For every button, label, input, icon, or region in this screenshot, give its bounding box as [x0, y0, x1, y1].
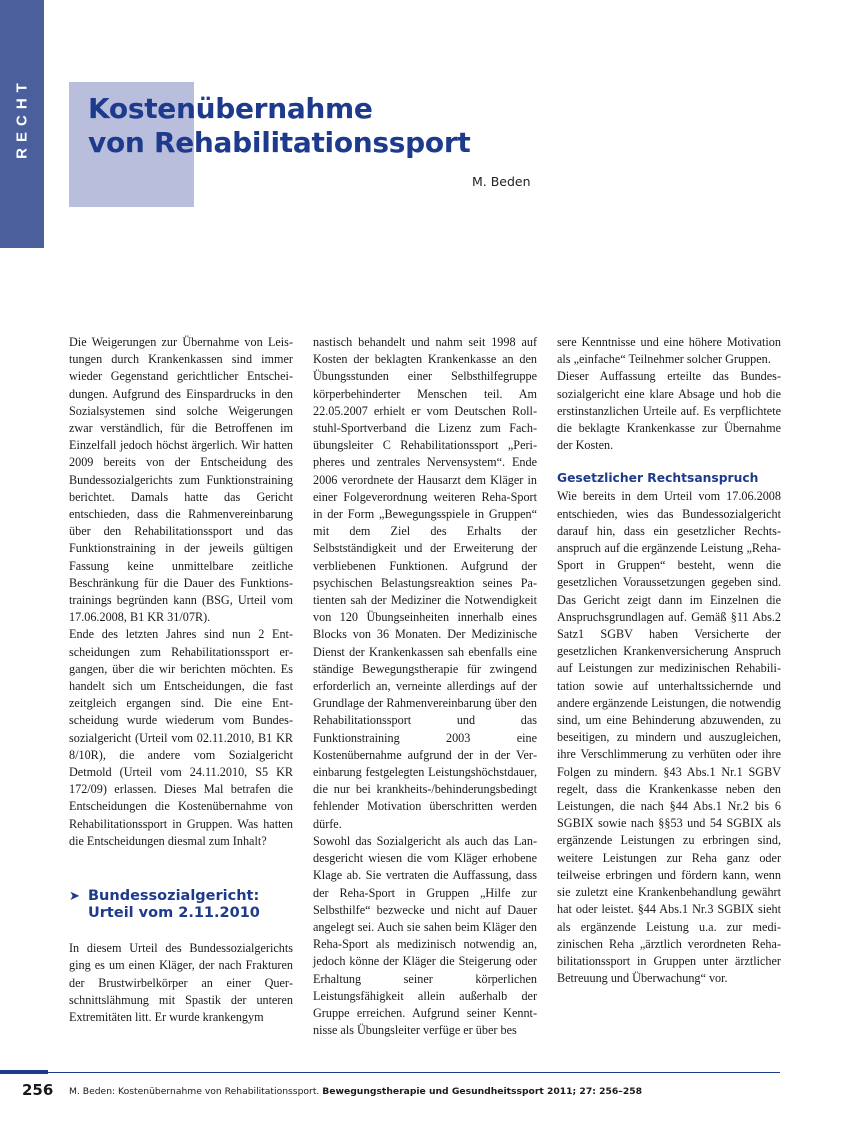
text-column-3 — [557, 334, 781, 987]
section-heading-text — [88, 888, 260, 922]
section-heading-rechtsanspruch: Gesetzlicher Rechtsanspruch — [557, 471, 759, 486]
text-column-2 — [313, 334, 537, 1039]
citation-journal: Bewegungstherapie und Gesundheitssport 2011; 27: 256–258 — [322, 1086, 643, 1097]
section-heading-line-1: Bundessozialgericht: — [88, 888, 260, 905]
paragraph: sere Kenntnisse und eine höhere Motivation als „einfache“ Teilnehmer solcher Gruppen. — [557, 335, 781, 367]
section-tab — [0, 0, 44, 248]
article-title-line-2: von Rehabilitationssport — [88, 126, 471, 159]
arrow-icon: ➤ — [69, 889, 80, 905]
paragraph: Ende des letzten Jahres sind nun 2 Entscheidungen zum Rehabilitationssport ergangen, über die wir berichten möchten. Es handelt sich um Entscheidungen, die fast zeitgleich ergangen sind. Die eine Entscheidung wurde wiederum vom Bundessozialgericht (Urteil vom 02.11.2010, B1 KR 8/10R), die andere vom Sozialgericht Detmold (Urteil vom 24.11.2010, S5 KR 172/09) erlassen. Dieses Mal betrafen die Entscheidungen die Kostenübernahme von Rehabilitationssport in Gruppen. Was hatten die Entscheidungen diesmal zum Inhalt? — [69, 627, 293, 848]
text-column-1 — [69, 334, 293, 1026]
article-title-line-1: Kostenübernahme — [88, 92, 373, 125]
paragraph: Dieser Auffassung erteilte das Bundessozialgericht eine klare Absage und hob die erstinstanzlichen Urteile auf. Es verpflichtete die beklagte Krankenkasse zur Übernahme der Kosten. — [557, 369, 781, 453]
citation-text: M. Beden: Kostenübernahme von Rehabilitationssport. — [69, 1086, 323, 1097]
footer-rule — [0, 1072, 780, 1073]
section-heading-bsg — [69, 888, 293, 922]
section-heading-line-2: Urteil vom 2.11.2010 — [88, 905, 260, 922]
footer-citation — [69, 1086, 642, 1097]
article-title — [88, 92, 470, 160]
author: M. Beden — [472, 174, 531, 189]
paragraph: Die Weigerungen zur Übernahme von Leistungen durch Krankenkassen sind immer wieder Gegenstand gerichtlicher Entscheidungen. Aufgrund des Einspardrucks in den Sozialsystemen sind solche Weigerungen zwar verständlich, für die Betroffenen im Einzelfall jedoch höchst ärgerlich. Wir hatten 2009 bereits von der Entscheidung des Bundessozialgerichts zum Funktionstraining berichtet. Damals hatte das Gericht entschieden, dass die Rahmenvereinbarung über den Rehabilitationssport und das Funktionstraining in der jeweils gültigen Fassung keine unmittelbare zeitliche Beschränkung für die Dauer des Funktionstrainings begründen kann (BSG, Urteil vom 17.06.2008, B1 KR 31/07R). — [69, 335, 293, 625]
paragraph: nastisch behandelt und nahm seit 1998 auf Kosten der beklagten Krankenkasse an den Übungsstunden einer Selbsthilfegruppe körperbehinderter Menschen teil. Am 22.05.2007 erhielt er vom Deutschen Rollstuhl-Sportverband die Lizenz zum Fachübungsleiter C Rehabilitationssport „Peripheres und zentrales Nervensystem“. Ende 2006 verordnete der Hausarzt dem Kläger in einer Folgeverordnung weiteren Reha-Sport in der Form „Bewegungsspiele in Gruppen“ mit dem Ziel des Erhalts der Selbstständigkeit und der Erweiterung der verbliebenen Funktionen. Aufgrund der psychischen Belastungsreaktion seines Patienten sah der Mediziner die Notwendigkeit von 120 Übungseinheiten innerhalb eines Blocks von 36 Monaten. Der Medizinische Dienst der Krankenkassen sah ebenfalls eine ständige Bewegungstherapie für zwingend erforderlich an, verneinte allerdings auf der Grundlage der Rahmenvereinbarung über den Rehabilitationssport und das Funktionstraining 2003 eine Kostenübernahme aufgrund der in der Vereinbarung festgelegten Leistungshöchstdauer, die nur bei krankheits-/behinderungsbedingt fehlender Motivation überschritten werden dürfe. — [313, 335, 537, 831]
paragraph: In diesem Urteil des Bundessozialgerichts ging es um einen Kläger, der nach Frakturen der Brustwirbelkörper an einer Querschnittslähmung mit Spastik der unteren Extremitäten litt. Er wurde krankengym — [69, 941, 293, 1024]
paragraph: Wie bereits in dem Urteil vom 17.06.2008 entschieden, wies das Bundessozialgericht darauf hin, dass ein gesetzlicher Rechtsanspruch auf die ergänzende Leistung „Reha-Sport in Gruppen“ besteht, wenn die gesetzlichen Voraussetzungen gegeben sind. Das Gericht zeigt dann im Einzelnen die Anspruchsgrundlagen auf. Gemäß §11 Abs.2 Satz1 SGBV haben Versicherte der gesetzlichen Krankenversicherung Anspruch auf Leistungen zur medizinischen Rehabilitation sowie auf unterhaltssichernde und andere ergänzende Leistungen, die notwendig sind, um eine Behinderung abzuwenden, zu beseitigen, zu mindern und auszugleichen, ihre Verschlimmerung zu verhüten oder ihre Folgen zu mindern. §43 Abs.1 Nr.1 SGBV regelt, dass die Krankenkasse neben den Leistungen, die nach §44 Abs.1 Nr.2 bis 6 SGBIX sowie nach §§53 und 54 SGBIX als ergänzende Leistungen zu erbringen sind, weitere Leistungen zur Reha ganz oder teilweise erbringen und fördern kann, wenn sie zuletzt eine Krankenbehandlung gewährt hat oder leistet. §44 Abs.1 Nr.3 SGBIX sieht als ergänzende Leistung u.a. zur medizinischen Reha „ärztlich verordneten Rehabilitationssport in Gruppen unter ärztlicher Betreuung und Überwachung“ vor. — [557, 489, 781, 986]
page-number: 256 — [22, 1081, 54, 1099]
section-tab-label: RECHT — [13, 77, 31, 159]
paragraph: Sowohl das Sozialgericht als auch das Landesgericht wiesen die vom Kläger erhobene Klage ab. Sie vertraten die Auffassung, dass der Reha-Sport in Gruppen „Hilfe zur Selbsthilfe“ bezwecke und nicht auf Dauer angelegt sei. Auch sie sahen beim Kläger den Reha-Sport als medizinisch notwendig an, jedoch könne der Kläger die Steigerung oder Erhaltung seiner körperlichen Leistungsfähigkeit allein außerhalb der Gruppe erreichen. Aufgrund seiner Kenntnisse als Übungsleiter verfüge er über bes — [313, 833, 537, 1038]
